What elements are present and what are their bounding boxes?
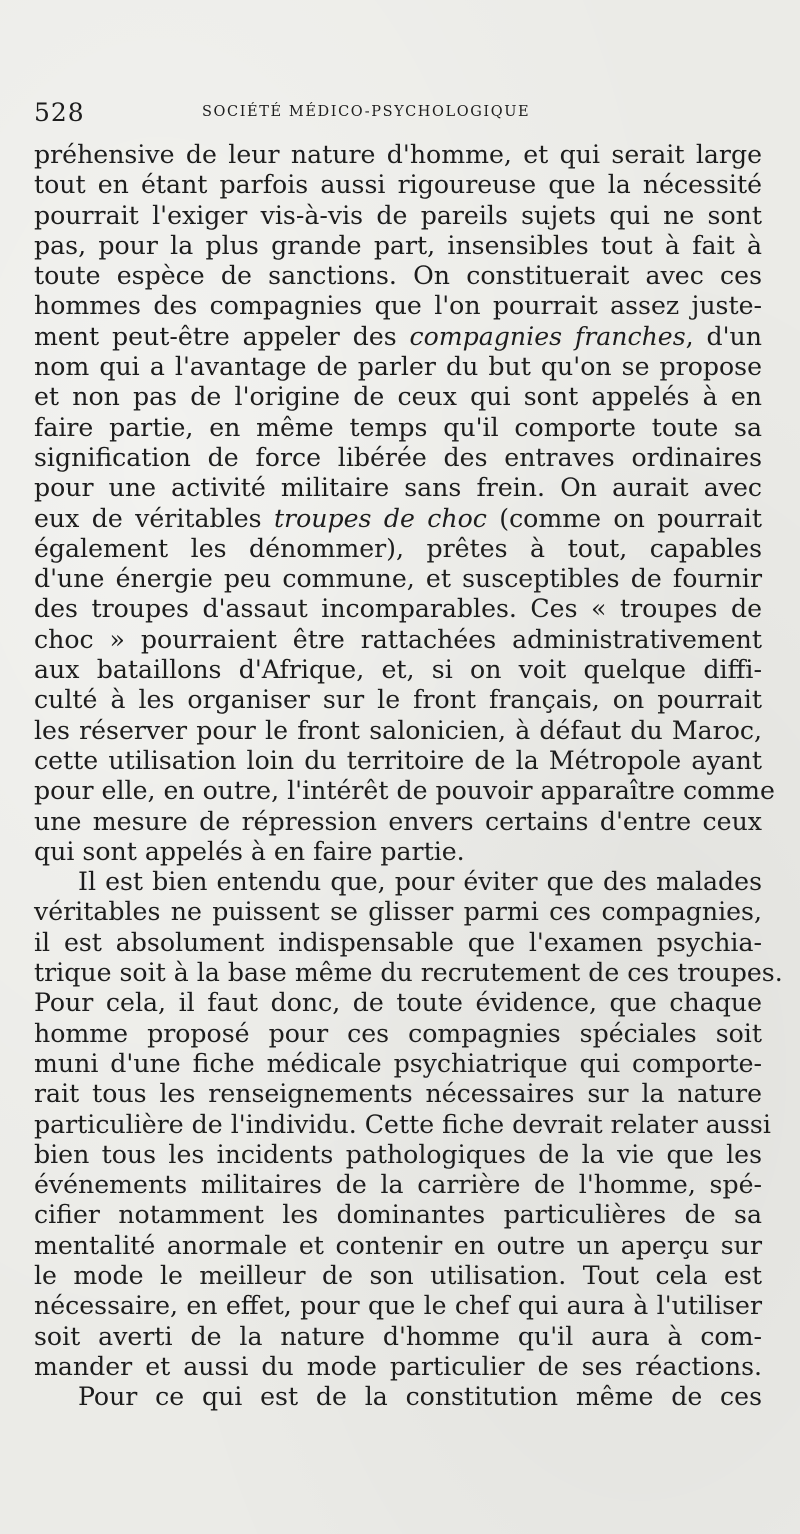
- text-line: des troupes d'assaut incomparables. Ces « troupes de: [34, 594, 762, 624]
- text-line: il est absolument indispensable que l'examen psychia-: [34, 927, 762, 957]
- italic-phrase: compagnies franches: [409, 321, 686, 351]
- italic-phrase: troupes de choc: [273, 503, 487, 533]
- text-line: pour une activité militaire sans frein. On aurait avec: [34, 473, 762, 503]
- text-line: le mode le meilleur de son utilisation. Tout cela est: [34, 1260, 762, 1290]
- text-line: toute espèce de sanctions. On constituerait avec ces: [34, 261, 762, 291]
- text-line: rait tous les renseignements nécessaires sur la nature: [34, 1079, 762, 1109]
- text-line: soit averti de la nature d'homme qu'il aura à com-: [34, 1321, 762, 1351]
- text-line: d'une énergie peu commune, et susceptibles de fournir: [34, 564, 762, 594]
- text-line: qui sont appelés à en faire partie.: [34, 836, 465, 866]
- text-line: mentalité anormale et contenir en outre un aperçu sur: [34, 1230, 762, 1260]
- text-line: choc » pourraient être rattachées administrativement: [34, 624, 762, 654]
- text-line: bien tous les incidents pathologiques de la vie que les: [34, 1139, 762, 1169]
- text-line: particulière de l'individu. Cette fiche devrait relater aussi: [34, 1109, 771, 1139]
- text-line: véritables ne puissent se glisser parmi ces compagnies,: [34, 897, 762, 927]
- text-line: événements militaires de la carrière de l'homme, spé-: [34, 1170, 762, 1200]
- text-line: les réserver pour le front salonicien, à défaut du Maroc,: [34, 715, 762, 745]
- text-line: mander et aussi du mode particulier de ses réactions.: [34, 1351, 762, 1381]
- text-line: et non pas de l'origine de ceux qui sont appelés à en: [34, 382, 762, 412]
- running-head: [34, 98, 594, 128]
- text-line: préhensive de leur nature d'homme, et qui serait large: [34, 140, 762, 169]
- text-line: cifier notamment les dominantes particulières de sa: [34, 1200, 762, 1230]
- journal-title: SOCIÉTÉ MÉDICO-PSYCHOLOGIQUE: [202, 104, 531, 120]
- page-number: 528: [34, 98, 85, 127]
- text-segment: ment peut-être appeler des: [34, 321, 410, 351]
- text-line: culté à les organiser sur le front français, on pourrait: [34, 685, 762, 715]
- text-line: homme proposé pour ces compagnies spéciales soit: [34, 1018, 762, 1048]
- text-segment: eux de véritables: [34, 503, 274, 533]
- text-line: pas, pour la plus grande part, insensibles tout à fait à: [34, 230, 762, 260]
- text-line: muni d'une fiche médicale psychiatrique qui comporte-: [34, 1048, 762, 1078]
- text-line: une mesure de répression envers certains d'entre ceux: [34, 806, 762, 836]
- text-segment: (comme on pourrait: [486, 503, 762, 533]
- text-line: nécessaire, en effet, pour que le chef qui aura à l'utiliser: [34, 1291, 762, 1321]
- text-line: Pour cela, il faut donc, de toute évidence, que chaque: [34, 988, 762, 1018]
- body-text: [34, 140, 783, 1412]
- text-line: pour elle, en outre, l'intérêt de pouvoir apparaître comme: [34, 776, 775, 806]
- text-line: faire partie, en même temps qu'il comporte toute sa: [34, 412, 762, 442]
- text-line: [34, 322, 762, 352]
- text-line: cette utilisation loin du territoire de la Métropole ayant: [34, 745, 762, 775]
- text-line: pourrait l'exiger vis-à-vis de pareils sujets qui ne sont: [34, 200, 762, 230]
- text-line: hommes des compagnies que l'on pourrait assez juste-: [34, 291, 762, 321]
- text-line: également les dénommer), prêtes à tout, capables: [34, 533, 762, 563]
- text-line: trique soit à la base même du recrutement de ces troupes.: [34, 958, 783, 988]
- text-line: nom qui a l'avantage de parler du but qu'on se propose: [34, 352, 762, 382]
- text-line: Il est bien entendu que, pour éviter que des malades: [78, 867, 762, 897]
- text-line: signification de force libérée des entraves ordinaires: [34, 442, 762, 472]
- text-segment: , d'un: [685, 321, 762, 351]
- text-line: [34, 504, 762, 534]
- text-line: Pour ce qui est de la constitution même de ces: [78, 1382, 762, 1412]
- text-line: aux bataillons d'Afrique, et, si on voit quelque diffi-: [34, 655, 762, 685]
- text-line: tout en étant parfois aussi rigoureuse que la nécessité: [34, 170, 762, 200]
